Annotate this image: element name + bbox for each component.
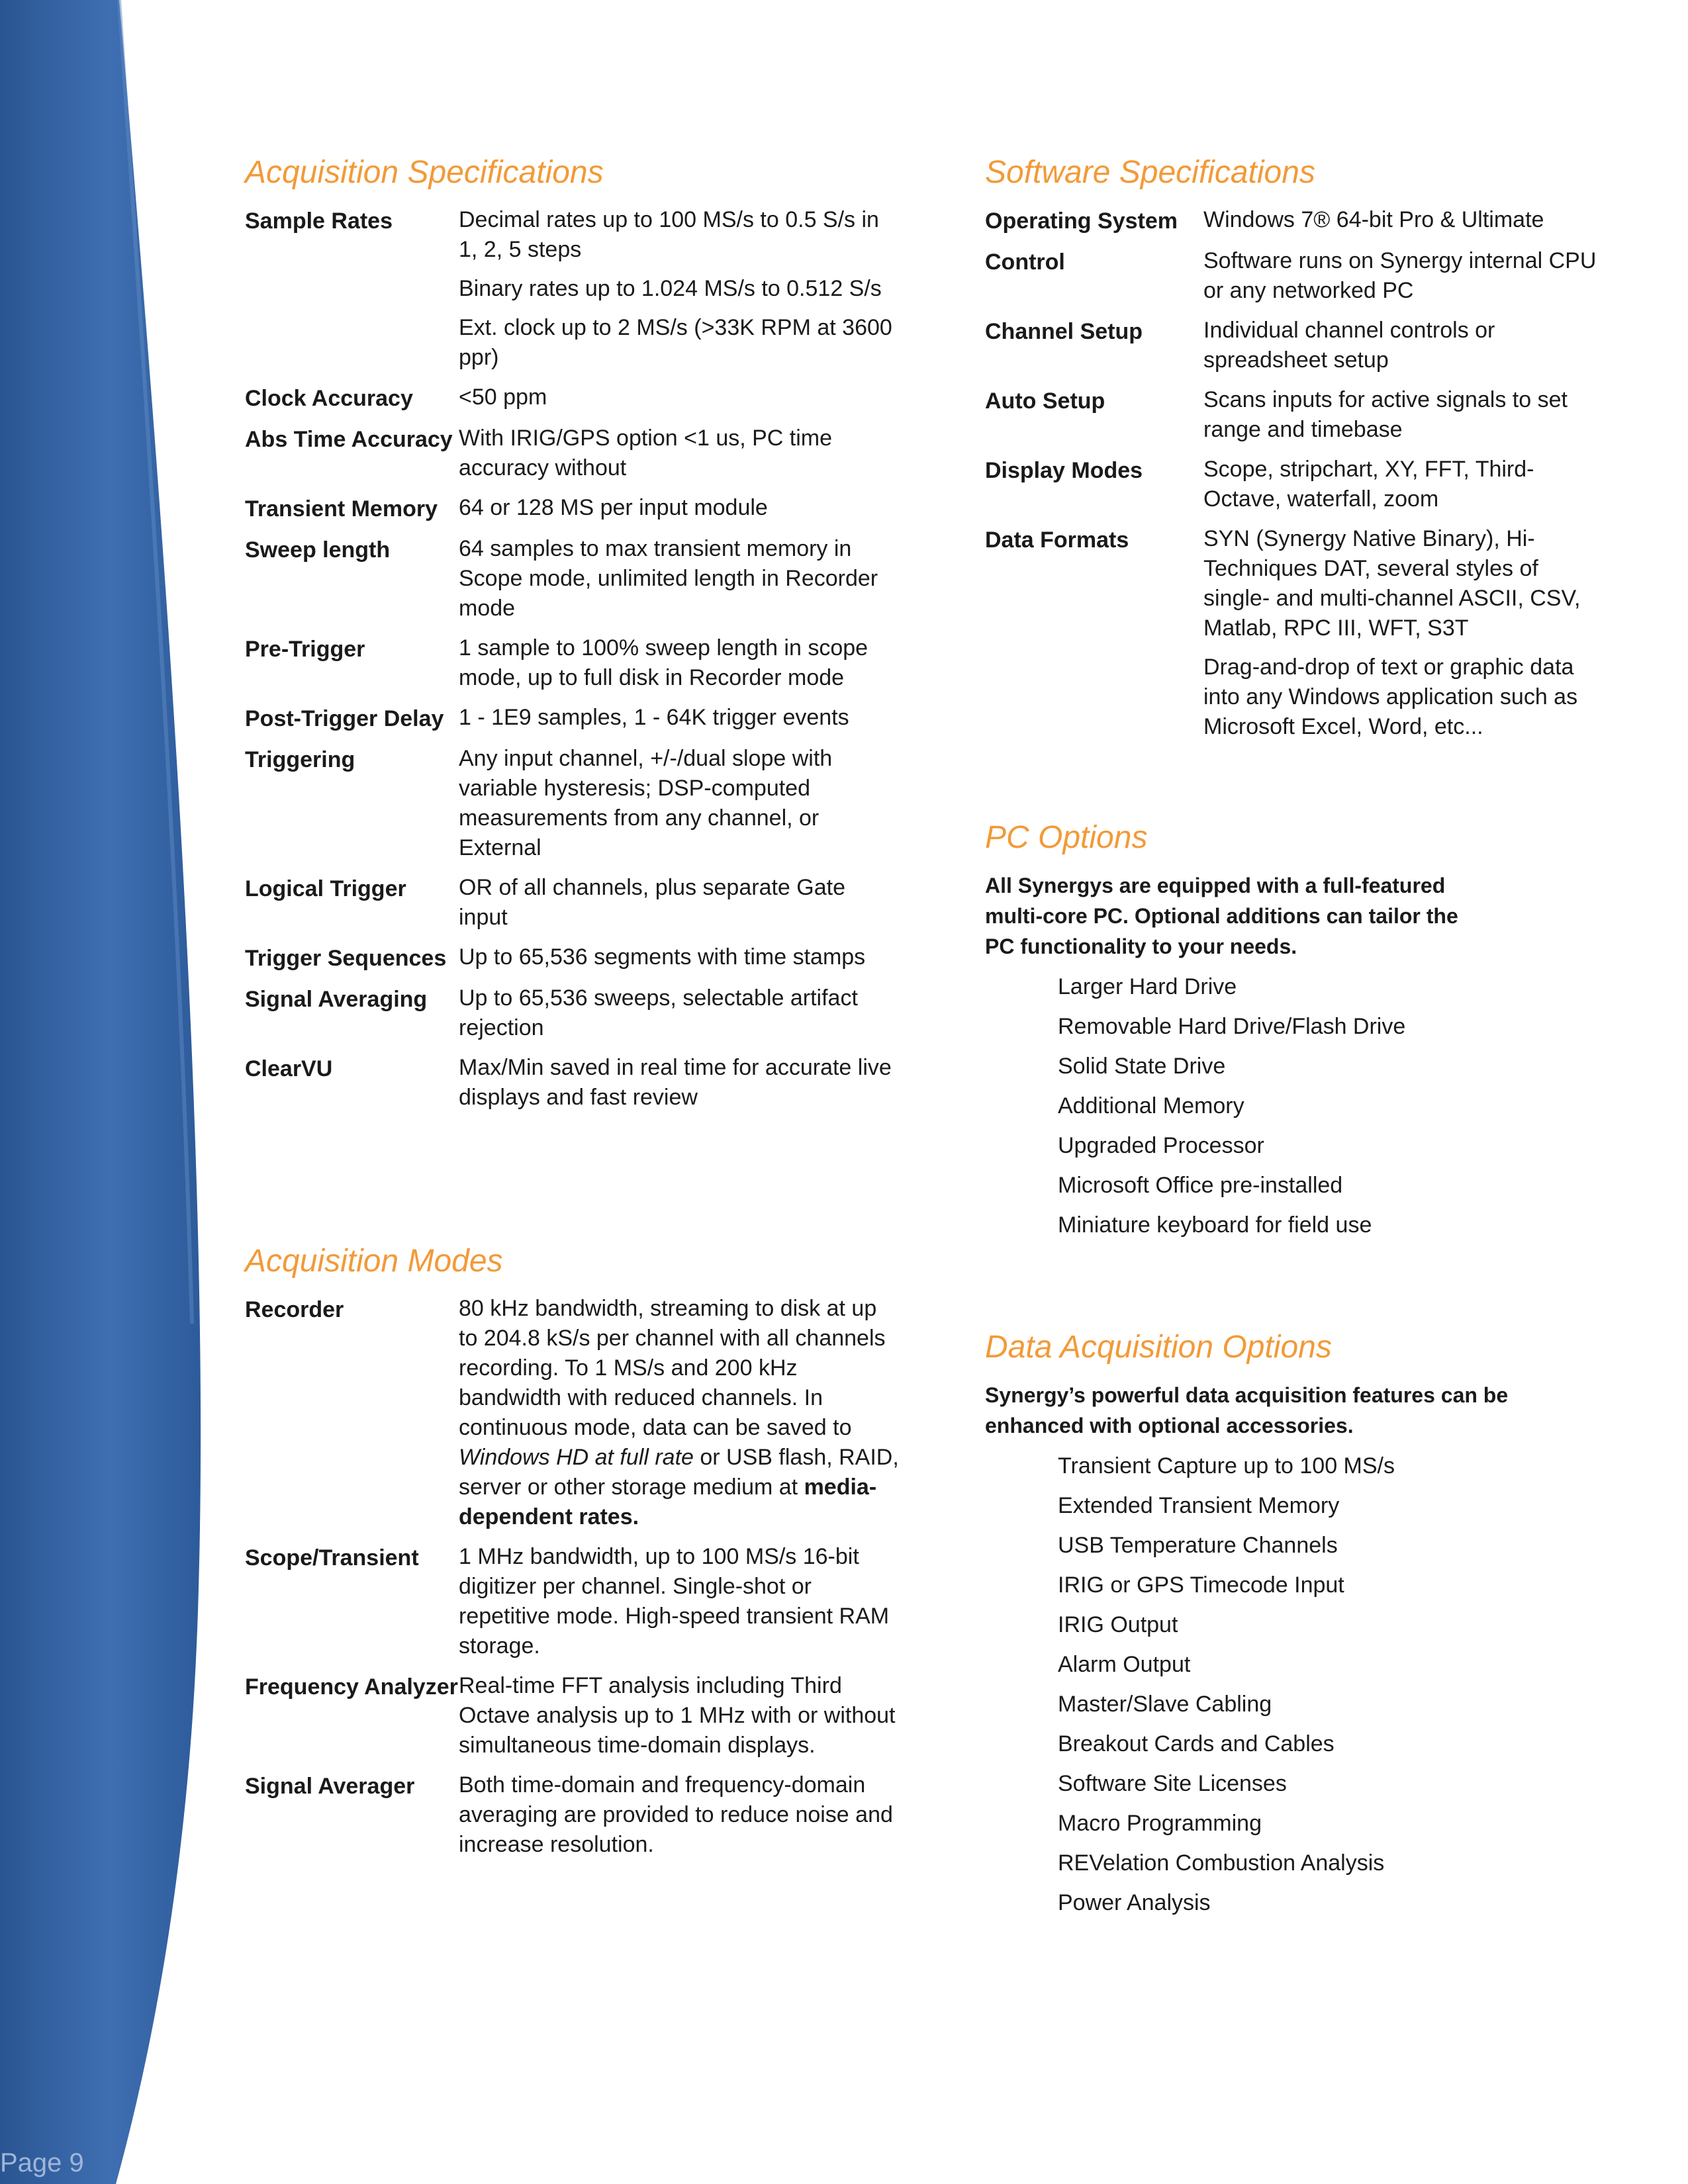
list-item: Removable Hard Drive/Flash Drive [1058, 1013, 1406, 1039]
spec-value-line: Drag-and-drop of text or graphic data into any Windows application such as Microsoft Excel, Word, etc... [1203, 654, 1578, 739]
spec-value-line: OR of all channels, plus separate Gate input [459, 874, 845, 930]
acquisition-modes-table [245, 1294, 900, 1870]
spec-label: Recorder [245, 1297, 344, 1322]
spec-value [459, 703, 900, 744]
table-row [245, 534, 900, 633]
spec-label: Data Formats [985, 527, 1129, 553]
list-item: Master/Slave Cabling [1058, 1691, 1272, 1717]
spec-value [459, 534, 900, 633]
list-item: Extended Transient Memory [1058, 1492, 1340, 1518]
table-row [985, 316, 1601, 385]
spec-value [459, 383, 900, 424]
spec-label: Logical Trigger [245, 876, 406, 901]
list-item: IRIG or GPS Timecode Input [1058, 1572, 1344, 1598]
decorative-blue-band [0, 0, 212, 2184]
spec-value [459, 633, 900, 703]
spec-value [459, 1294, 900, 1542]
spec-value [1203, 385, 1601, 455]
spec-label: Operating System [985, 208, 1178, 234]
spec-value-line: 1 - 1E9 samples, 1 - 64K trigger events [459, 704, 849, 730]
table-row [245, 383, 900, 424]
spec-label: Frequency Analyzer [245, 1674, 458, 1700]
list-item: REVelation Combustion Analysis [1058, 1850, 1385, 1876]
spec-value-line: With IRIG/GPS option <1 us, PC time accuracy without [459, 425, 833, 480]
spec-label: Signal Averager [245, 1773, 415, 1799]
spec-value-line: Binary rates up to 1.024 MS/s to 0.512 S/s [459, 275, 882, 301]
spec-label: Channel Setup [985, 318, 1143, 344]
table-row [245, 1671, 900, 1770]
table-row [245, 744, 900, 873]
spec-value: Both time-domain and frequency-domain averaging are provided to reduce noise and increase resolution. [459, 1772, 893, 1857]
spec-value [1203, 246, 1601, 316]
software-specifications-section [985, 156, 1601, 752]
table-row [245, 633, 900, 703]
list-item: Upgraded Processor [1058, 1132, 1264, 1158]
spec-value-line: Ext. clock up to 2 MS/s (>33K RPM at 3600 ppr) [459, 314, 892, 370]
spec-label: Transient Memory [245, 496, 438, 522]
table-row [245, 1770, 900, 1870]
section-intro: All Synergys are equipped with a full-featured multi-core PC. Optional additions can tailor the PC functionality to your needs. [985, 873, 1458, 958]
spec-label: Sweep length [245, 537, 391, 563]
recorder-text-a: 80 kHz bandwidth, streaming to disk at up to 204.8 kS/s per channel with all channels recording. To 1 MS/s and 200 kHz bandwidth with reduced channels. In continuous mode, data can be saved to [459, 1295, 886, 1440]
spec-label: Abs Time Accuracy [245, 426, 453, 452]
spec-value-line: Windows 7® 64-bit Pro & Ultimate [1203, 206, 1544, 232]
recorder-text-emphasis: Windows HD at full rate [459, 1444, 694, 1470]
spec-value-line: 1 sample to 100% sweep length in scope mode, up to full disk in Recorder mode [459, 635, 868, 690]
spec-value [459, 493, 900, 534]
table-row [245, 493, 900, 534]
spec-label: Display Modes [985, 457, 1143, 483]
spec-label: Scope/Transient [245, 1545, 419, 1570]
list-item: IRIG Output [1058, 1612, 1178, 1637]
list-item: Macro Programming [1058, 1810, 1262, 1836]
table-row [985, 246, 1601, 316]
spec-value-line: <50 ppm [459, 384, 547, 410]
table-row [985, 455, 1601, 524]
spec-value: Real-time FFT analysis including Third Octave analysis up to 1 MHz with or without simultaneous time-domain displays. [459, 1672, 896, 1758]
acquisition-specifications-section [245, 156, 900, 1122]
spec-label: Clock Accuracy [245, 385, 413, 411]
spec-value [459, 744, 900, 873]
list-item: Microsoft Office pre-installed [1058, 1172, 1343, 1198]
spec-value-line: Max/Min saved in real time for accurate live displays and fast review [459, 1054, 892, 1110]
spec-value: 1 MHz bandwidth, up to 100 MS/s 16-bit digitizer per channel. Single-shot or repetitive mode. High-speed transient RAM storage. [459, 1543, 890, 1659]
list-item: USB Temperature Channels [1058, 1532, 1338, 1558]
table-row [985, 385, 1601, 455]
table-row [985, 205, 1601, 246]
spec-value-line: Scans inputs for active signals to set range and timebase [1203, 387, 1568, 442]
spec-value-line: Any input channel, +/-/dual slope with variable hysteresis; DSP-computed measurements from any channel, or External [459, 745, 833, 860]
acquisition-spec-table [245, 205, 900, 1122]
spec-value [1203, 205, 1601, 246]
section-title: PC Options [985, 820, 1148, 855]
section-title: Acquisition Specifications [245, 155, 604, 190]
spec-value-line: Scope, stripchart, XY, FFT, Third-Octave, waterfall, zoom [1203, 456, 1534, 512]
spec-value-line: Up to 65,536 segments with time stamps [459, 944, 866, 970]
table-row [245, 424, 900, 493]
section-intro: Synergy’s powerful data acquisition features can be enhanced with optional accessories. [985, 1383, 1509, 1437]
spec-label: Auto Setup [985, 388, 1105, 414]
list-item: Software Site Licenses [1058, 1770, 1287, 1796]
table-row [245, 205, 900, 383]
pc-options-list [985, 967, 1601, 1245]
software-spec-table [985, 205, 1601, 752]
table-row [245, 942, 900, 983]
spec-value [459, 424, 900, 493]
spec-value [1203, 524, 1601, 752]
table-row [985, 524, 1601, 752]
spec-value-line: SYN (Synergy Native Binary), Hi-Techniques DAT, several styles of single- and multi-channel ASCII, CSV, Matlab, RPC III, WFT, S3T [1203, 525, 1581, 641]
acquisition-modes-section [245, 1244, 900, 1870]
pc-options-section [985, 821, 1601, 1245]
spec-label: Trigger Sequences [245, 945, 447, 971]
spec-label: Sample Rates [245, 208, 393, 234]
table-row [245, 1053, 900, 1122]
list-item: Breakout Cards and Cables [1058, 1731, 1335, 1756]
list-item: Solid State Drive [1058, 1053, 1226, 1079]
list-item: Miniature keyboard for field use [1058, 1212, 1372, 1238]
spec-label: Post-Trigger Delay [245, 705, 444, 731]
spec-label: Signal Averaging [245, 986, 428, 1012]
list-item: Additional Memory [1058, 1093, 1244, 1118]
recorder-text-b: or USB flash, RAID, server or other storage medium at [459, 1444, 899, 1500]
section-title: Acquisition Modes [245, 1244, 503, 1279]
list-item: Power Analysis [1058, 1889, 1211, 1915]
spec-value [459, 205, 900, 383]
data-acquisition-options-section [985, 1330, 1601, 1923]
recorder-text-strong: media-dependent rates. [459, 1474, 877, 1529]
table-row [245, 1294, 900, 1542]
spec-value-line: 64 samples to max transient memory in Scope mode, unlimited length in Recorder mode [459, 535, 878, 621]
section-title: Software Specifications [985, 155, 1315, 190]
table-row [245, 703, 900, 744]
spec-value [459, 1053, 900, 1122]
spec-value [459, 873, 900, 942]
page-number: Page 9 [0, 2148, 84, 2177]
spec-label: Control [985, 249, 1065, 275]
spec-value-line: Individual channel controls or spreadsheet setup [1203, 317, 1495, 373]
table-row [245, 1542, 900, 1671]
spec-label: Pre-Trigger [245, 636, 365, 662]
section-title: Data Acquisition Options [985, 1330, 1332, 1365]
spec-label: ClearVU [245, 1056, 333, 1081]
daq-options-list [985, 1446, 1601, 1923]
table-row [245, 873, 900, 942]
spec-value [1203, 455, 1601, 524]
list-item: Alarm Output [1058, 1651, 1191, 1677]
table-row [245, 983, 900, 1053]
spec-label: Triggering [245, 747, 355, 772]
spec-value-line: Up to 65,536 sweeps, selectable artifact rejection [459, 985, 858, 1040]
spec-value-line: Decimal rates up to 100 MS/s to 0.5 S/s in 1, 2, 5 steps [459, 206, 879, 262]
spec-value [459, 983, 900, 1053]
list-item: Transient Capture up to 100 MS/s [1058, 1453, 1395, 1479]
spec-value-line: 64 or 128 MS per input module [459, 494, 768, 520]
list-item: Larger Hard Drive [1058, 974, 1237, 999]
spec-value [459, 942, 900, 983]
spec-value-line: Software runs on Synergy internal CPU or any networked PC [1203, 248, 1597, 303]
spec-value [1203, 316, 1601, 385]
